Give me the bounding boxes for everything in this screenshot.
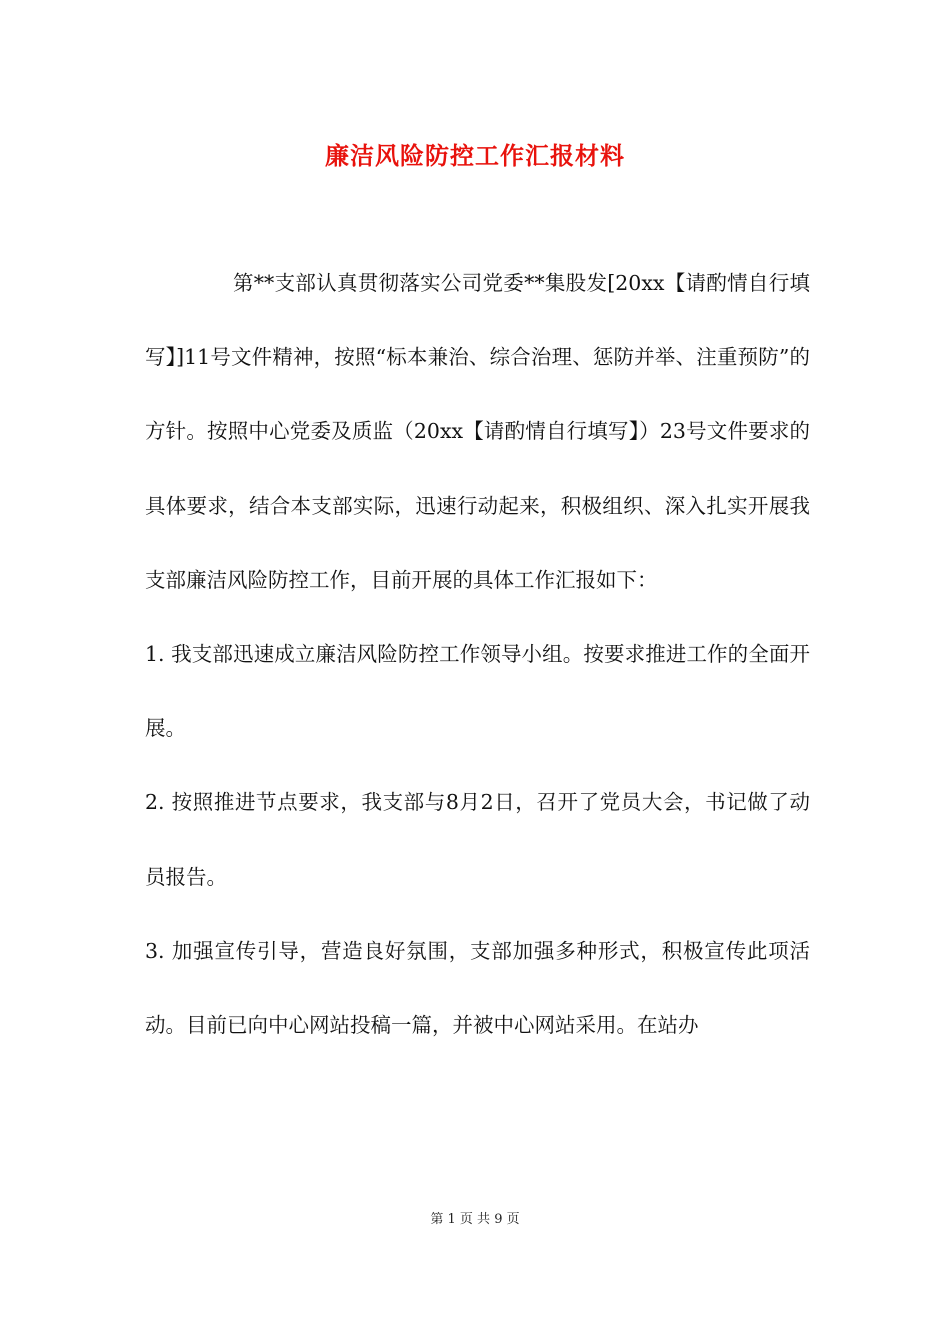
list-item: 2. 按照推进节点要求，我支部与8月2日，召开了党员大会，书记做了动员报告。 <box>145 790 810 889</box>
intro-paragraph: 第**支部认真贯彻落实公司党委**集股发[20xx【请酌情自行填写】]11号文件精神，按照“标本兼治、综合治理、惩防并举、注重预防”的方针。按照中心党委及质监（20xx【请酌情自行填写】）23号文件要求的具体要求，结合本支部实际，迅速行动起来，积极组织、深入扎实开展我支部廉洁风险防控工作，目前开展的具体工作汇报如下： <box>145 271 810 592</box>
document-body <box>145 246 810 1062</box>
document-title: 廉洁风险防控工作汇报材料 <box>325 141 625 170</box>
list-item: 3. 加强宣传引导，营造良好氛围，支部加强多种形式，积极宣传此项活动。目前已向中心网站投稿一篇，并被中心网站采用。在站办 <box>145 938 810 1038</box>
page-footer: 第 1 页 共 9 页 <box>430 1212 520 1227</box>
list-item: 1. 我支部迅速成立廉洁风险防控工作领导小组。按要求推进工作的全面开展。 <box>145 642 810 741</box>
